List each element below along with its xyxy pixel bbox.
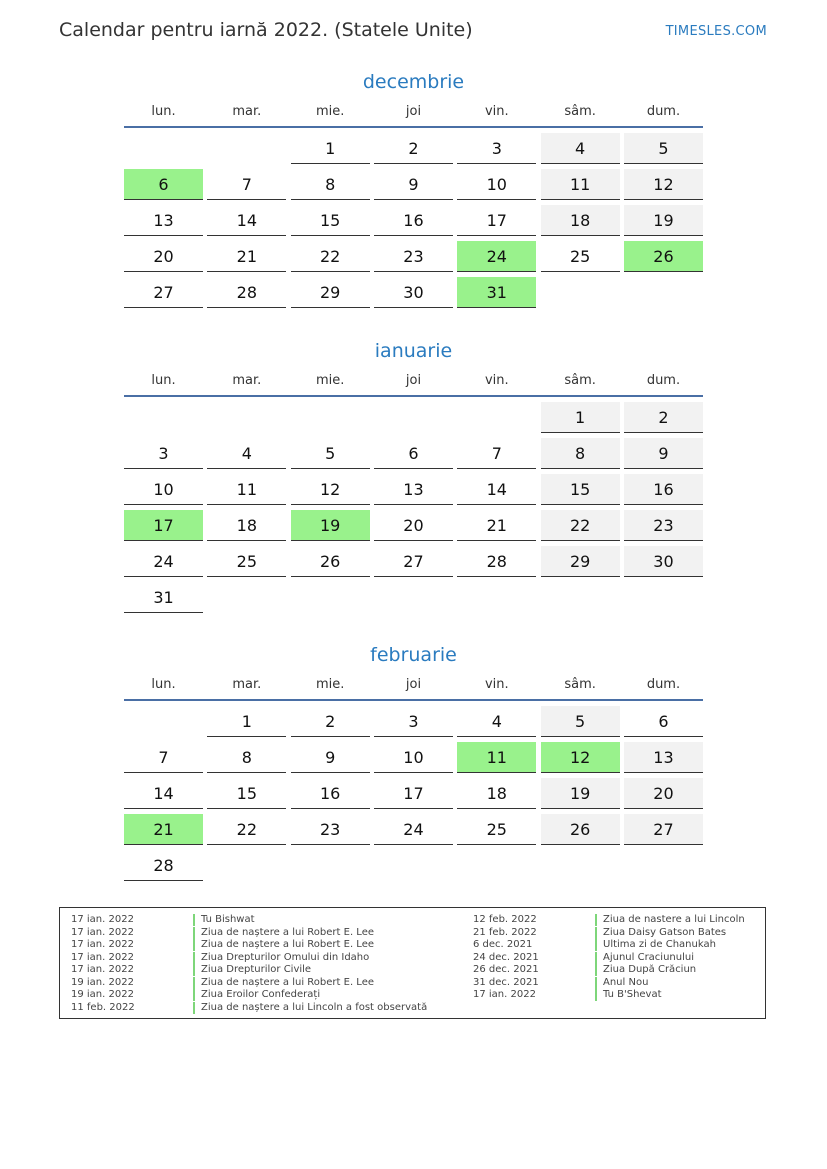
weekday-label: dum.	[646, 373, 681, 388]
holiday-entry	[71, 964, 427, 977]
day-cell[interactable]: 22	[541, 510, 620, 541]
day-cell[interactable]: 16	[291, 778, 370, 809]
holiday-legend	[59, 907, 766, 1019]
weekday-label: mar.	[232, 677, 262, 692]
day-cell[interactable]: 26	[541, 814, 620, 845]
day-cell[interactable]: 19	[541, 778, 620, 809]
holiday-marker	[595, 977, 597, 989]
empty-day-cell	[207, 582, 286, 613]
day-cell[interactable]: 12	[291, 474, 370, 505]
day-cell[interactable]: 5	[291, 438, 370, 469]
day-cell[interactable]: 4	[541, 133, 620, 164]
holiday-entry	[71, 927, 427, 940]
holiday-date: 19 ian. 2022	[71, 976, 134, 988]
day-cell[interactable]: 11	[541, 169, 620, 200]
holiday-marker	[595, 952, 597, 964]
weekday-label: dum.	[646, 104, 681, 119]
empty-day-cell	[541, 850, 620, 881]
day-cell[interactable]: 16	[374, 205, 453, 236]
day-cell[interactable]: 27	[374, 546, 453, 577]
day-cell[interactable]: 1	[207, 706, 286, 737]
holiday-entry	[71, 939, 427, 952]
header-divider	[124, 395, 703, 397]
holiday-date: 21 feb. 2022	[473, 926, 537, 938]
day-cell[interactable]: 23	[624, 510, 703, 541]
weekday-label: mie.	[315, 677, 345, 692]
holiday-marker	[595, 939, 597, 951]
holiday-day-cell[interactable]: 6	[124, 169, 203, 200]
month-grid	[124, 133, 703, 308]
holiday-name: Ziua Eroilor Confederați	[201, 989, 321, 1000]
empty-day-cell	[124, 706, 203, 737]
holiday-day-cell[interactable]: 26	[624, 241, 703, 272]
day-cell[interactable]: 1	[541, 402, 620, 433]
day-cell[interactable]: 25	[207, 546, 286, 577]
holiday-day-cell[interactable]: 24	[457, 241, 536, 272]
empty-day-cell	[624, 277, 703, 308]
empty-day-cell	[207, 133, 286, 164]
holiday-entry	[473, 989, 745, 1002]
weekday-label: sâm.	[564, 104, 596, 119]
day-cell[interactable]: 16	[624, 474, 703, 505]
day-cell[interactable]: 10	[374, 742, 453, 773]
holiday-marker	[193, 927, 195, 939]
weekday-header	[124, 373, 703, 395]
month-title: decembrie	[362, 71, 465, 93]
month-january	[124, 337, 703, 613]
holiday-date: 6 dec. 2021	[473, 939, 533, 950]
day-cell[interactable]: 2	[624, 402, 703, 433]
empty-day-cell	[374, 402, 453, 433]
holiday-marker	[193, 989, 195, 1001]
weekday-header	[124, 104, 703, 126]
holiday-name: Ziua După Crăciun	[603, 964, 697, 975]
day-cell[interactable]: 14	[207, 205, 286, 236]
day-cell[interactable]: 24	[374, 814, 453, 845]
day-cell[interactable]: 17	[457, 205, 536, 236]
holiday-day-cell[interactable]: 12	[541, 742, 620, 773]
empty-day-cell	[374, 582, 453, 613]
day-cell[interactable]: 7	[124, 742, 203, 773]
holiday-date: 17 ian. 2022	[473, 989, 536, 1000]
holiday-marker	[193, 952, 195, 964]
empty-day-cell	[291, 402, 370, 433]
holiday-date: 12 feb. 2022	[473, 914, 537, 925]
holiday-name: Tu B'Shevat	[603, 989, 662, 1000]
weekday-label: mie.	[315, 373, 345, 388]
day-cell[interactable]: 9	[291, 742, 370, 773]
holiday-day-cell[interactable]: 31	[457, 277, 536, 308]
holiday-marker	[595, 927, 597, 939]
day-cell[interactable]: 23	[374, 241, 453, 272]
holiday-day-cell[interactable]: 21	[124, 814, 203, 845]
weekday-label: vin.	[484, 104, 509, 119]
holiday-name: Ziua de naștere a lui Robert E. Lee	[201, 976, 375, 988]
day-cell[interactable]: 20	[374, 510, 453, 541]
empty-day-cell	[541, 277, 620, 308]
day-cell[interactable]: 12	[624, 169, 703, 200]
day-cell[interactable]: 7	[207, 169, 286, 200]
weekday-label: mar.	[232, 373, 262, 388]
holiday-name: Ziua de naștere a lui Robert E. Lee	[201, 939, 375, 950]
holiday-marker	[193, 1002, 195, 1014]
month-title: ianuarie	[374, 340, 453, 362]
day-cell[interactable]: 8	[541, 438, 620, 469]
empty-day-cell	[541, 582, 620, 613]
empty-day-cell	[457, 402, 536, 433]
holiday-day-cell[interactable]: 11	[457, 742, 536, 773]
weekday-label: vin.	[484, 373, 509, 388]
legend-column	[473, 914, 745, 1002]
holiday-entry	[473, 964, 745, 977]
day-cell[interactable]: 13	[124, 205, 203, 236]
holiday-entry	[71, 989, 427, 1002]
holiday-name: Ziua Daisy Gatson Bates	[603, 926, 727, 938]
holiday-name: Ultima zi de Chanukah	[603, 939, 716, 950]
day-cell[interactable]: 6	[624, 706, 703, 737]
day-cell[interactable]: 18	[457, 778, 536, 809]
holiday-date: 11 feb. 2022	[71, 1001, 135, 1013]
holiday-name: Anul Nou	[603, 976, 649, 988]
month-grid	[124, 402, 703, 613]
weekday-label: lun.	[151, 104, 176, 119]
holiday-date: 17 ian. 2022	[71, 951, 134, 963]
day-cell[interactable]: 9	[374, 169, 453, 200]
holiday-date: 17 ian. 2022	[71, 926, 134, 938]
weekday-label: vin.	[484, 677, 509, 692]
day-cell[interactable]: 3	[124, 438, 203, 469]
holiday-name: Ziua Drepturilor Omului din Idaho	[201, 951, 370, 963]
weekday-label: lun.	[151, 677, 176, 692]
day-cell[interactable]: 9	[624, 438, 703, 469]
day-cell[interactable]: 14	[124, 778, 203, 809]
day-cell[interactable]: 17	[374, 778, 453, 809]
day-cell[interactable]: 15	[291, 205, 370, 236]
weekday-label: mar.	[232, 104, 262, 119]
holiday-name: Ajunul Craciunului	[603, 951, 694, 963]
day-cell[interactable]: 13	[374, 474, 453, 505]
holiday-marker	[193, 977, 195, 989]
day-cell[interactable]: 5	[624, 133, 703, 164]
day-cell[interactable]: 10	[457, 169, 536, 200]
day-cell[interactable]: 22	[207, 814, 286, 845]
month-december	[124, 68, 703, 308]
weekday-label: joi	[405, 677, 422, 692]
holiday-date: 17 ian. 2022	[71, 914, 134, 925]
empty-day-cell	[624, 850, 703, 881]
empty-day-cell	[374, 850, 453, 881]
day-cell[interactable]: 28	[207, 277, 286, 308]
holiday-entry	[473, 927, 745, 940]
holiday-entry	[71, 952, 427, 965]
day-cell[interactable]: 5	[541, 706, 620, 737]
weekday-label: lun.	[151, 373, 176, 388]
day-cell[interactable]: 2	[374, 133, 453, 164]
holiday-entry	[71, 1002, 427, 1015]
day-cell[interactable]: 10	[124, 474, 203, 505]
day-cell[interactable]: 30	[374, 277, 453, 308]
empty-day-cell	[624, 582, 703, 613]
day-cell[interactable]: 28	[457, 546, 536, 577]
holiday-marker	[193, 939, 195, 951]
day-cell[interactable]: 27	[624, 814, 703, 845]
header-divider	[124, 126, 703, 128]
day-cell[interactable]: 15	[541, 474, 620, 505]
day-cell[interactable]: 18	[207, 510, 286, 541]
header-divider	[124, 699, 703, 701]
holiday-entry	[71, 914, 427, 927]
holiday-day-cell[interactable]: 17	[124, 510, 203, 541]
empty-day-cell	[291, 850, 370, 881]
holiday-date: 17 ian. 2022	[71, 964, 134, 975]
empty-day-cell	[207, 850, 286, 881]
empty-day-cell	[457, 850, 536, 881]
day-cell[interactable]: 24	[124, 546, 203, 577]
holiday-date: 24 dec. 2021	[473, 951, 539, 963]
empty-day-cell	[291, 582, 370, 613]
day-cell[interactable]: 31	[124, 582, 203, 613]
day-cell[interactable]: 27	[124, 277, 203, 308]
weekday-label: sâm.	[564, 373, 596, 388]
day-cell[interactable]: 25	[541, 241, 620, 272]
day-cell[interactable]: 25	[457, 814, 536, 845]
day-cell[interactable]: 8	[291, 169, 370, 200]
brand-link[interactable]: TIMESLES.COM	[665, 24, 767, 39]
holiday-date: 19 ian. 2022	[71, 989, 134, 1000]
day-cell[interactable]: 4	[457, 706, 536, 737]
holiday-entry	[71, 977, 427, 990]
month-february	[124, 641, 703, 881]
empty-day-cell	[124, 402, 203, 433]
holiday-entry	[473, 914, 745, 927]
day-cell[interactable]: 20	[624, 778, 703, 809]
holiday-entry	[473, 939, 745, 952]
day-cell[interactable]: 19	[624, 205, 703, 236]
holiday-date: 31 dec. 2021	[473, 976, 539, 988]
month-title: februarie	[370, 644, 457, 666]
holiday-name: Ziua Drepturilor Civile	[201, 964, 312, 975]
holiday-marker	[595, 964, 597, 976]
day-cell[interactable]: 8	[207, 742, 286, 773]
day-cell[interactable]: 11	[207, 474, 286, 505]
day-cell[interactable]: 22	[291, 241, 370, 272]
day-cell[interactable]: 13	[624, 742, 703, 773]
weekday-label: joi	[405, 373, 422, 388]
day-cell[interactable]: 21	[457, 510, 536, 541]
holiday-name: Ziua de naștere a lui Lincoln a fost observată	[201, 1001, 428, 1013]
day-cell[interactable]: 23	[291, 814, 370, 845]
day-cell[interactable]: 21	[207, 241, 286, 272]
empty-day-cell	[457, 582, 536, 613]
day-cell[interactable]: 4	[207, 438, 286, 469]
day-cell[interactable]: 20	[124, 241, 203, 272]
holiday-entry	[473, 977, 745, 990]
day-cell[interactable]: 29	[541, 546, 620, 577]
month-grid	[124, 706, 703, 881]
day-cell[interactable]: 3	[374, 706, 453, 737]
day-cell[interactable]: 3	[457, 133, 536, 164]
day-cell[interactable]: 15	[207, 778, 286, 809]
holiday-name: Tu Bishwat	[201, 914, 255, 925]
holiday-name: Ziua de nastere a lui Lincoln	[603, 914, 745, 925]
holiday-date: 26 dec. 2021	[473, 964, 539, 975]
holiday-date: 17 ian. 2022	[71, 939, 134, 950]
day-cell[interactable]: 18	[541, 205, 620, 236]
weekday-label: dum.	[646, 677, 681, 692]
weekday-label: sâm.	[564, 677, 596, 692]
holiday-marker	[595, 914, 597, 926]
holiday-name: Ziua de naștere a lui Robert E. Lee	[201, 926, 375, 938]
holiday-entry	[473, 952, 745, 965]
day-cell[interactable]: 14	[457, 474, 536, 505]
empty-day-cell	[207, 402, 286, 433]
page-title: Calendar pentru iarnă 2022. (Statele Unite)	[59, 19, 473, 41]
day-cell[interactable]: 2	[291, 706, 370, 737]
day-cell[interactable]: 26	[291, 546, 370, 577]
empty-day-cell	[124, 133, 203, 164]
day-cell[interactable]: 1	[291, 133, 370, 164]
holiday-marker	[595, 989, 597, 1001]
holiday-day-cell[interactable]: 19	[291, 510, 370, 541]
day-cell[interactable]: 7	[457, 438, 536, 469]
day-cell[interactable]: 30	[624, 546, 703, 577]
holiday-marker	[193, 914, 195, 926]
holiday-marker	[193, 964, 195, 976]
weekday-label: mie.	[315, 104, 345, 119]
day-cell[interactable]: 6	[374, 438, 453, 469]
day-cell[interactable]: 28	[124, 850, 203, 881]
day-cell[interactable]: 29	[291, 277, 370, 308]
weekday-label: joi	[405, 104, 422, 119]
weekday-header	[124, 677, 703, 699]
legend-column	[71, 914, 427, 1014]
